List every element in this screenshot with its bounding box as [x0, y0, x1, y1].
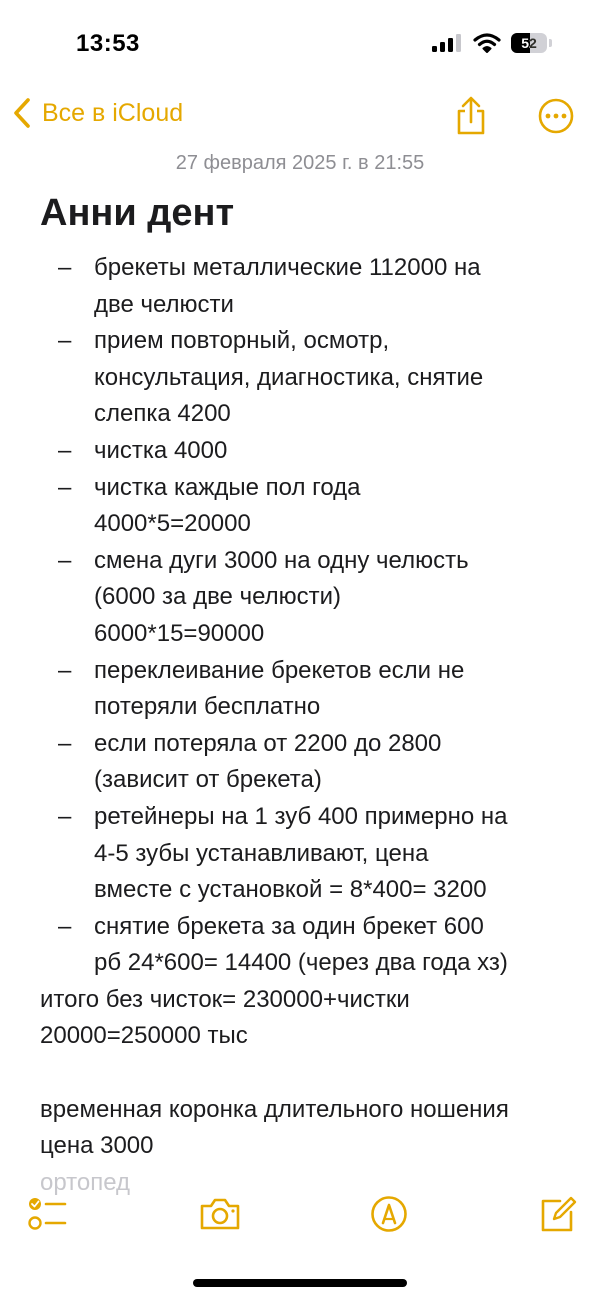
compose-icon: [538, 1194, 578, 1234]
wifi-icon: [473, 33, 501, 53]
compose-button[interactable]: [538, 1194, 578, 1239]
total-line-2: 20000=250000 тыс: [40, 1022, 248, 1050]
bullet-dash: –: [58, 254, 72, 281]
list-item-line: смена дуги 3000 на одну челюсть: [94, 546, 469, 574]
note-date: 27 февраля 2025 г. в 21:55: [175, 152, 425, 174]
list-item-line: 4-5 зубы устанавливают, цена: [94, 839, 429, 867]
list-item: [40, 543, 580, 653]
list-item-line: рб 24*600= 14400 (через два года хз): [94, 949, 508, 977]
crown-line-1: временная коронка длительного ношения: [40, 1095, 509, 1123]
list-item-line: 4000*5=20000: [94, 510, 251, 538]
back-button[interactable]: [12, 96, 183, 130]
bullet-list: [40, 250, 580, 982]
list-item-line: (зависит от брекета): [94, 766, 322, 794]
bullet-dash: –: [58, 729, 72, 757]
markup-pen-icon: [369, 1194, 409, 1234]
bullet-dash: –: [58, 473, 72, 501]
checklist-button[interactable]: [26, 1194, 68, 1239]
more-options-button[interactable]: [537, 96, 575, 141]
nav-bar: [0, 92, 600, 142]
share-icon: [453, 96, 489, 136]
list-item: [40, 250, 580, 323]
cellular-signal-icon: [431, 33, 463, 53]
note-body[interactable]: [40, 250, 580, 1201]
list-item-line: ретейнеры на 1 зуб 400 примерно на: [94, 802, 508, 830]
bullet-dash: –: [58, 327, 72, 355]
list-item-line: вместе с установкой = 8*400= 3200: [94, 876, 487, 904]
chevron-left-icon: [12, 96, 32, 130]
bullet-dash: –: [58, 546, 72, 574]
list-item-line: консультация, диагностика, снятие: [94, 363, 484, 391]
note-title[interactable]: Анни дент: [40, 192, 235, 234]
list-item-line: потеряли бесплатно: [94, 693, 321, 721]
list-item-line: если потеряла от 2200 до 2800: [94, 729, 442, 757]
list-item: [40, 799, 580, 909]
list-item-line: прием повторный, осмотр,: [94, 327, 390, 355]
faded-text-line: ортопед: [40, 1168, 131, 1196]
list-item-line: две челюсти: [94, 290, 234, 318]
list-item: [40, 323, 580, 433]
blank-line: [40, 1055, 580, 1092]
back-label: Все в iCloud: [42, 98, 184, 127]
home-indicator[interactable]: [193, 1279, 407, 1287]
list-item-line: слепка 4200: [94, 400, 231, 428]
checklist-icon: [26, 1194, 68, 1234]
list-item-line: чистка 4000: [94, 436, 228, 464]
bottom-toolbar: [0, 1186, 600, 1246]
camera-icon: [198, 1194, 242, 1234]
total-line-1: итого без чисток= 230000+чистки: [40, 985, 410, 1013]
list-item-line: переклеивание брекетов если не: [94, 656, 465, 684]
list-item: [40, 433, 580, 470]
crown-line-2: цена 3000: [40, 1132, 154, 1160]
bullet-dash: –: [58, 436, 72, 464]
share-button[interactable]: [453, 96, 489, 141]
status-icons: [431, 33, 552, 53]
camera-button[interactable]: [198, 1194, 242, 1239]
list-item-line: снятие брекета за один брекет 600: [94, 912, 484, 940]
bullet-dash: –: [58, 656, 72, 684]
list-item-line: брекеты металлические 112000 на: [94, 254, 481, 281]
list-item-line: 6000*15=90000: [94, 619, 265, 647]
list-item-line: (6000 за две челюсти): [94, 583, 342, 611]
list-item-line: чистка каждые пол года: [94, 473, 361, 501]
markup-button[interactable]: [369, 1194, 409, 1239]
status-bar: [0, 0, 600, 90]
battery-level: 52: [521, 35, 537, 51]
battery-tip: [549, 39, 552, 47]
list-item: [40, 470, 580, 543]
list-item: [40, 726, 580, 799]
battery-indicator: [511, 33, 547, 53]
bullet-dash: –: [58, 802, 72, 830]
bullet-dash: –: [58, 912, 72, 940]
list-item: [40, 909, 580, 982]
list-item: [40, 653, 580, 726]
status-time: 13:53: [76, 30, 140, 57]
more-icon: [537, 96, 575, 136]
